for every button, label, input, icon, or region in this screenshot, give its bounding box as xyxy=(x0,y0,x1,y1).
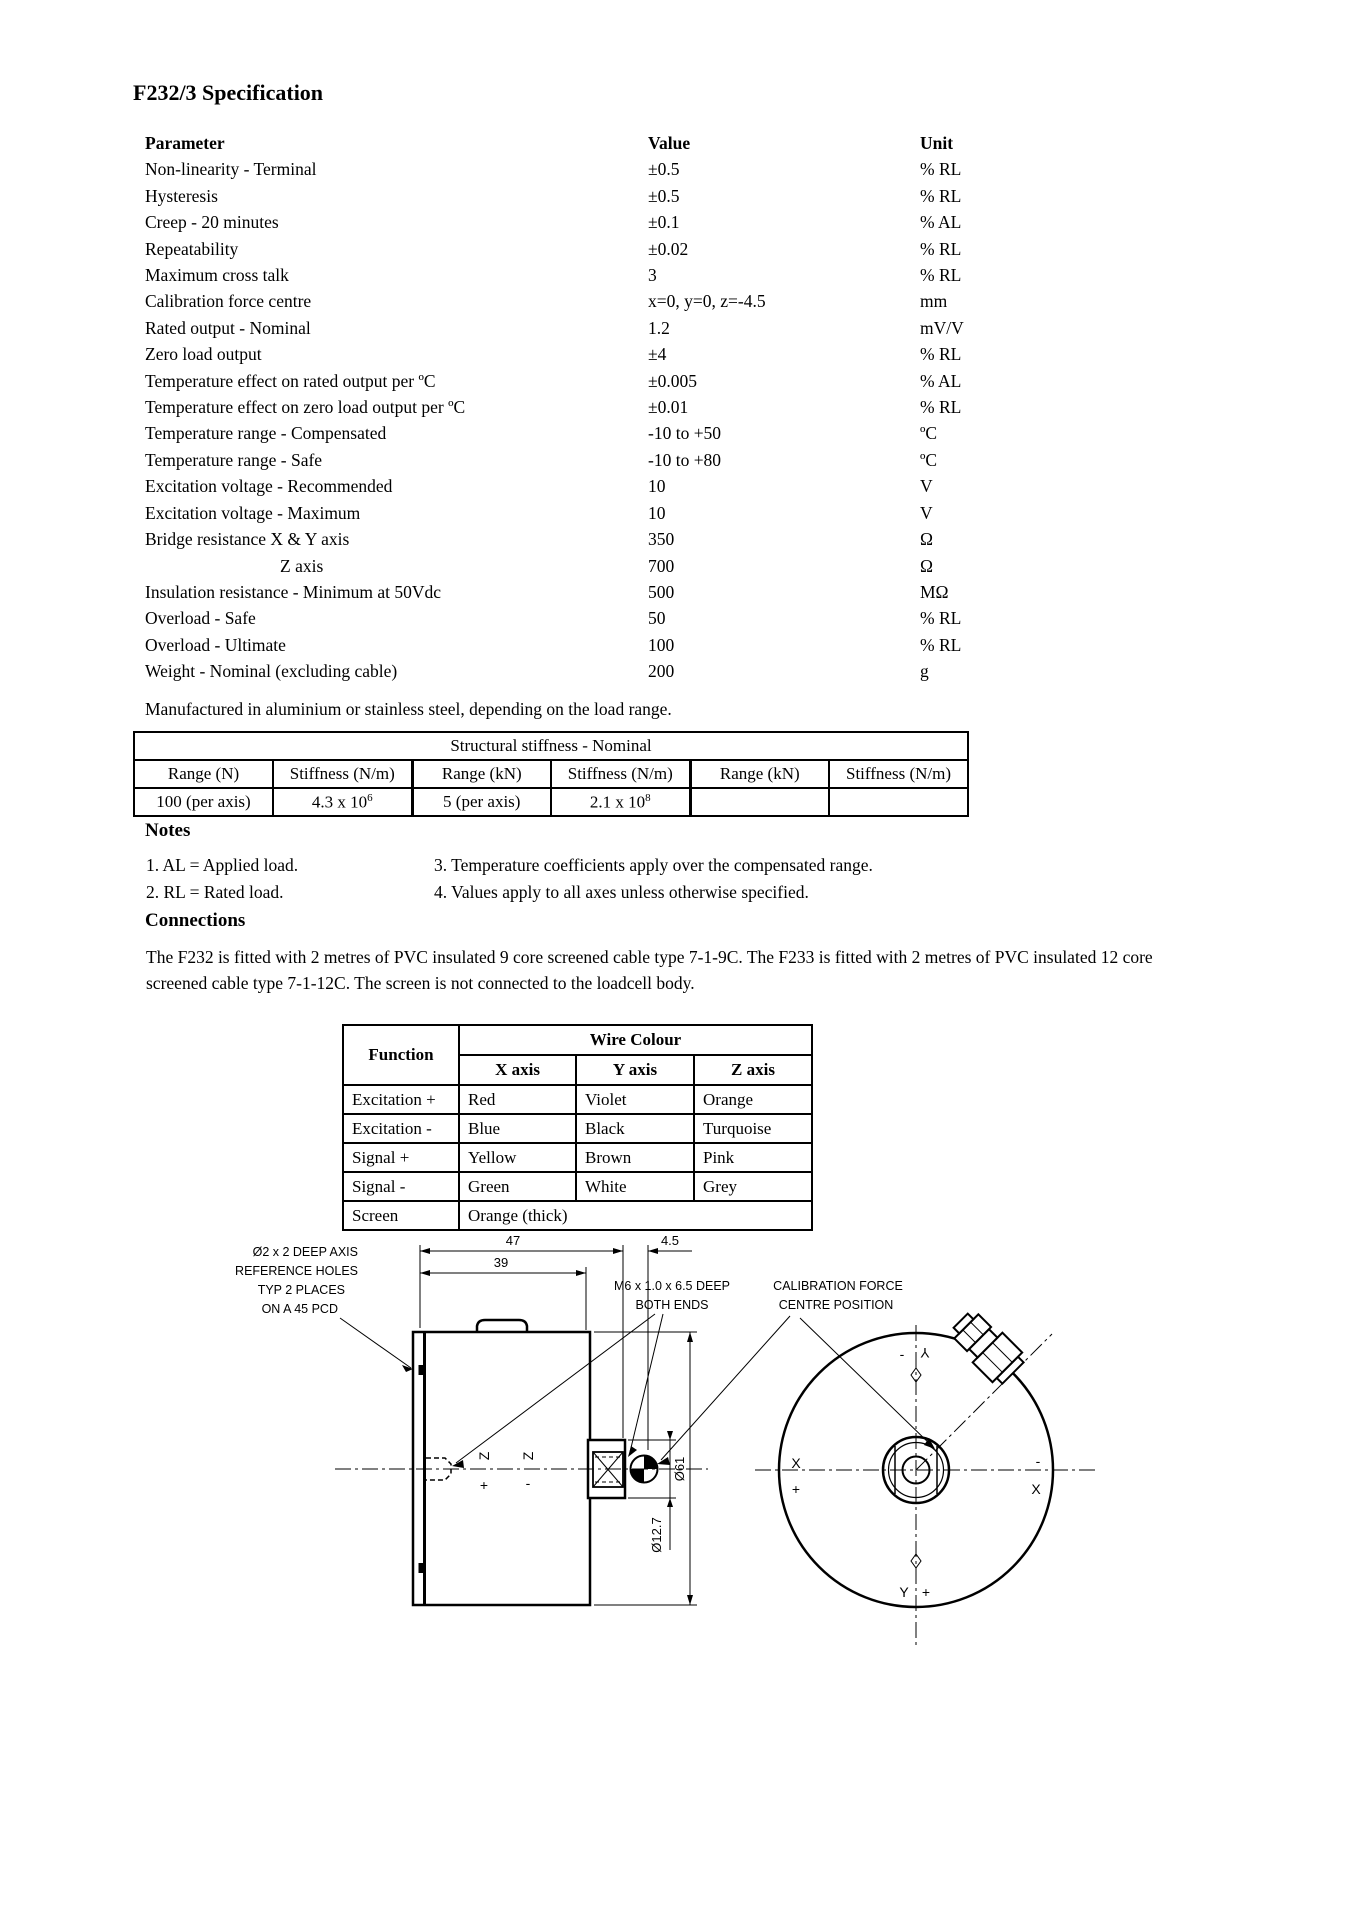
unit: % RL xyxy=(920,159,962,180)
wire-colour-table xyxy=(342,1024,813,1231)
specification-table xyxy=(145,130,1230,685)
ref-holes-label-line1: Ø2 x 2 DEEP AXIS xyxy=(252,1245,358,1259)
param: Temperature effect on zero load output per ºC xyxy=(145,397,466,418)
spec-row xyxy=(145,341,1230,367)
unit: mm xyxy=(920,291,948,312)
dim-39: 39 xyxy=(493,1255,509,1270)
exponent: 8 xyxy=(645,791,651,804)
x-axis-label-right: X xyxy=(1031,1481,1041,1497)
cell: 5 (per axis) xyxy=(412,788,551,816)
value: ±0.005 xyxy=(648,370,697,391)
calibration-label-line2: CENTRE POSITION xyxy=(778,1298,894,1312)
x-colour: Yellow xyxy=(459,1143,576,1172)
function-cell: Screen xyxy=(343,1201,459,1230)
spec-row xyxy=(145,288,1230,314)
value: ±0.1 xyxy=(648,212,680,233)
param: Zero load output xyxy=(145,344,262,365)
y-plus-sign: + xyxy=(921,1584,931,1600)
unit: % AL xyxy=(920,212,962,233)
value: 50 xyxy=(648,608,666,629)
spec-header-row xyxy=(145,130,1230,156)
param: Insulation resistance - Minimum at 50Vdc xyxy=(145,581,441,602)
page-title: F232/3 Specification xyxy=(133,80,324,105)
ref-holes-leader xyxy=(340,1318,411,1368)
note-item: 4. Values apply to all axes unless otherwise specified. xyxy=(434,881,809,902)
unit: g xyxy=(920,661,929,682)
cell xyxy=(829,788,968,816)
value: -10 to +50 xyxy=(648,423,722,444)
param: Hysteresis xyxy=(145,185,218,206)
z-minus-sign: - xyxy=(525,1475,531,1491)
col-header: Range (kN) xyxy=(412,760,551,788)
ref-holes-label-line3: TYP 2 PLACES xyxy=(257,1283,345,1297)
cell: 100 (per axis) xyxy=(134,788,273,816)
value: 200 xyxy=(648,661,675,682)
x-minus-sign: - xyxy=(1035,1453,1041,1469)
front-view xyxy=(755,1306,1095,1645)
param: Repeatability xyxy=(145,238,239,259)
function-cell: Signal + xyxy=(343,1143,459,1172)
param: Calibration force centre xyxy=(145,291,312,312)
spec-row xyxy=(145,447,1230,473)
col-header: Stiffness (N/m) xyxy=(551,760,690,788)
spec-row xyxy=(145,236,1230,262)
x-plus-sign: + xyxy=(791,1481,801,1497)
axis-header-z: Z axis xyxy=(694,1055,812,1085)
value: 1.2 xyxy=(648,317,670,338)
x-axis-label-left: X xyxy=(791,1455,801,1471)
col-header: Stiffness (N/m) xyxy=(273,760,412,788)
spec-row xyxy=(145,632,1230,658)
param: Temperature range - Safe xyxy=(145,449,323,470)
param: Temperature effect on rated output per ºC xyxy=(145,370,436,391)
value: 700 xyxy=(648,555,675,576)
spec-row xyxy=(145,209,1230,235)
z-plus-sign: + xyxy=(479,1477,489,1493)
callouts xyxy=(235,1245,935,1468)
param: Bridge resistance X & Y axis xyxy=(145,529,350,550)
z-axis-label: Z xyxy=(520,1451,536,1461)
wire-row xyxy=(343,1201,812,1230)
col-header: Range (N) xyxy=(134,760,273,788)
unit: ºC xyxy=(920,423,938,444)
spec-row xyxy=(145,500,1230,526)
col-header-value: Value xyxy=(648,133,691,153)
y-colour: Violet xyxy=(576,1085,694,1114)
col-header: Range (kN) xyxy=(690,760,829,788)
m6-label-line1: M6 x 1.0 x 6.5 DEEP xyxy=(613,1279,731,1293)
calibration-label-line1: CALIBRATION FORCE xyxy=(773,1279,903,1293)
y-axis-label-bottom: Y xyxy=(899,1584,909,1600)
value: ±0.5 xyxy=(648,185,680,206)
spec-row xyxy=(145,579,1230,605)
spec-row xyxy=(145,262,1230,288)
m6-label-line2: BOTH ENDS xyxy=(635,1298,709,1312)
wire-row xyxy=(343,1114,812,1143)
wire-row xyxy=(343,1172,812,1201)
dim-dia-61: Ø61 xyxy=(672,1456,687,1482)
param: Overload - Ultimate xyxy=(145,634,286,655)
z-axis-label: Z xyxy=(476,1451,492,1461)
ref-holes-label-line2: REFERENCE HOLES xyxy=(235,1264,358,1278)
param: Z axis xyxy=(280,555,324,576)
unit: % AL xyxy=(920,370,962,391)
stiffness-data-row xyxy=(134,788,968,816)
x-colour: Red xyxy=(459,1085,576,1114)
notes-left-column xyxy=(146,852,298,905)
unit: % RL xyxy=(920,185,962,206)
unit: % RL xyxy=(920,634,962,655)
spec-row xyxy=(145,473,1230,499)
notes-right-column xyxy=(434,852,873,905)
unit: Ω xyxy=(920,555,934,576)
x-colour: Green xyxy=(459,1172,576,1201)
material-note: Manufactured in aluminium or stainless steel, depending on the load range. xyxy=(145,699,672,719)
param: Creep - 20 minutes xyxy=(145,212,279,233)
z-colour: Orange xyxy=(694,1085,812,1114)
unit: mV/V xyxy=(920,317,964,338)
col-header: Stiffness (N/m) xyxy=(829,760,968,788)
value: 100 xyxy=(648,634,675,655)
value: ±0.02 xyxy=(648,238,689,259)
reference-hole-mark-bottom xyxy=(419,1563,425,1573)
connections-paragraph: The F232 is fitted with 2 metres of PVC insulated 9 core screened cable type 7-1-9C. The F233 is fitted with 2 metres of PVC insulated 12 core screened cable type 7-1-12C. The screen is not connected to the loadcell body. xyxy=(146,947,1153,993)
cell xyxy=(551,788,690,816)
spec-row xyxy=(145,553,1230,579)
unit: % RL xyxy=(920,344,962,365)
param: Non-linearity - Terminal xyxy=(145,159,317,180)
m6-leader-right xyxy=(630,1314,663,1452)
col-header-unit: Unit xyxy=(920,133,954,153)
spec-row xyxy=(145,394,1230,420)
notes-heading: Notes xyxy=(145,820,191,841)
param: Weight - Nominal (excluding cable) xyxy=(145,661,398,682)
dim-4-5: 4.5 xyxy=(660,1233,680,1248)
function-header: Function xyxy=(343,1025,459,1085)
value: 500 xyxy=(648,581,675,602)
unit: MΩ xyxy=(920,581,949,602)
wire-row xyxy=(343,1085,812,1114)
value: x=0, y=0, z=-4.5 xyxy=(648,291,766,312)
ref-holes-label-line4: ON A 45 PCD xyxy=(261,1302,338,1316)
param: Excitation voltage - Recommended xyxy=(145,476,393,497)
spec-row xyxy=(145,658,1230,684)
spec-row xyxy=(145,156,1230,182)
unit: V xyxy=(920,476,933,497)
spec-row xyxy=(145,315,1230,341)
unit: V xyxy=(920,502,933,523)
z-colour: Grey xyxy=(694,1172,812,1201)
stiffness-value: 2.1 x 10 xyxy=(589,792,646,812)
y-axis-label-top: Y xyxy=(920,1345,930,1361)
spec-row xyxy=(145,605,1230,631)
spec-row xyxy=(145,183,1230,209)
unit: Ω xyxy=(920,529,934,550)
connections-heading: Connections xyxy=(145,910,246,931)
value: 10 xyxy=(648,502,666,523)
axis-header-x: X axis xyxy=(459,1055,576,1085)
note-item: 3. Temperature coefficients apply over the compensated range. xyxy=(434,855,873,875)
unit: ºC xyxy=(920,449,938,470)
param: Maximum cross talk xyxy=(145,265,289,286)
value: ±0.5 xyxy=(648,159,680,180)
calibration-leader-right xyxy=(800,1318,932,1446)
value: ±0.01 xyxy=(648,397,689,418)
note-item: 2. RL = Rated load. xyxy=(146,881,284,902)
value: 350 xyxy=(648,529,675,550)
param: Excitation voltage - Maximum xyxy=(145,502,361,523)
z-colour: Pink xyxy=(694,1143,812,1172)
value: ±4 xyxy=(648,344,667,365)
param: Rated output - Nominal xyxy=(145,317,311,338)
wire-row xyxy=(343,1143,812,1172)
value: 10 xyxy=(648,476,666,497)
axis-header-y: Y axis xyxy=(576,1055,694,1085)
side-view xyxy=(335,1320,708,1605)
param: Overload - Safe xyxy=(145,608,256,629)
leader-arrow xyxy=(657,1457,670,1465)
dim-47: 47 xyxy=(505,1233,521,1248)
spec-row xyxy=(145,526,1230,552)
unit: % RL xyxy=(920,397,962,418)
param: Temperature range - Compensated xyxy=(145,423,387,444)
value: 3 xyxy=(648,265,657,286)
engineering-drawing xyxy=(0,1228,1348,1708)
stiffness-value: 4.3 x 10 xyxy=(311,792,368,812)
unit: % RL xyxy=(920,608,962,629)
dim-dia-12-7: Ø12.7 xyxy=(649,1517,664,1553)
value: -10 to +80 xyxy=(648,449,722,470)
spec-row xyxy=(145,368,1230,394)
reference-hole-mark-top xyxy=(419,1365,425,1375)
function-cell: Excitation + xyxy=(343,1085,459,1114)
function-cell: Excitation - xyxy=(343,1114,459,1143)
wire-colour-header: Wire Colour xyxy=(459,1025,812,1055)
screen-colour: Orange (thick) xyxy=(459,1201,812,1230)
y-minus-sign: - xyxy=(899,1346,905,1362)
stiffness-table-title: Structural stiffness - Nominal xyxy=(134,732,968,760)
y-colour: Black xyxy=(576,1114,694,1143)
cell xyxy=(690,788,829,816)
stiffness-header-row xyxy=(134,760,968,788)
x-colour: Blue xyxy=(459,1114,576,1143)
calibration-leader-left xyxy=(661,1316,790,1460)
cable-exit-dome xyxy=(477,1320,527,1332)
z-colour: Turquoise xyxy=(694,1114,812,1143)
col-header-parameter: Parameter xyxy=(145,133,225,153)
unit: % RL xyxy=(920,265,962,286)
cell xyxy=(273,788,412,816)
y-colour: Brown xyxy=(576,1143,694,1172)
unit: % RL xyxy=(920,238,962,259)
note-item: 1. AL = Applied load. xyxy=(146,855,299,875)
stiffness-table xyxy=(133,731,969,817)
y-colour: White xyxy=(576,1172,694,1201)
spec-row xyxy=(145,420,1230,446)
leader-arrow xyxy=(628,1446,637,1457)
exponent: 6 xyxy=(367,791,373,804)
function-cell: Signal - xyxy=(343,1172,459,1201)
